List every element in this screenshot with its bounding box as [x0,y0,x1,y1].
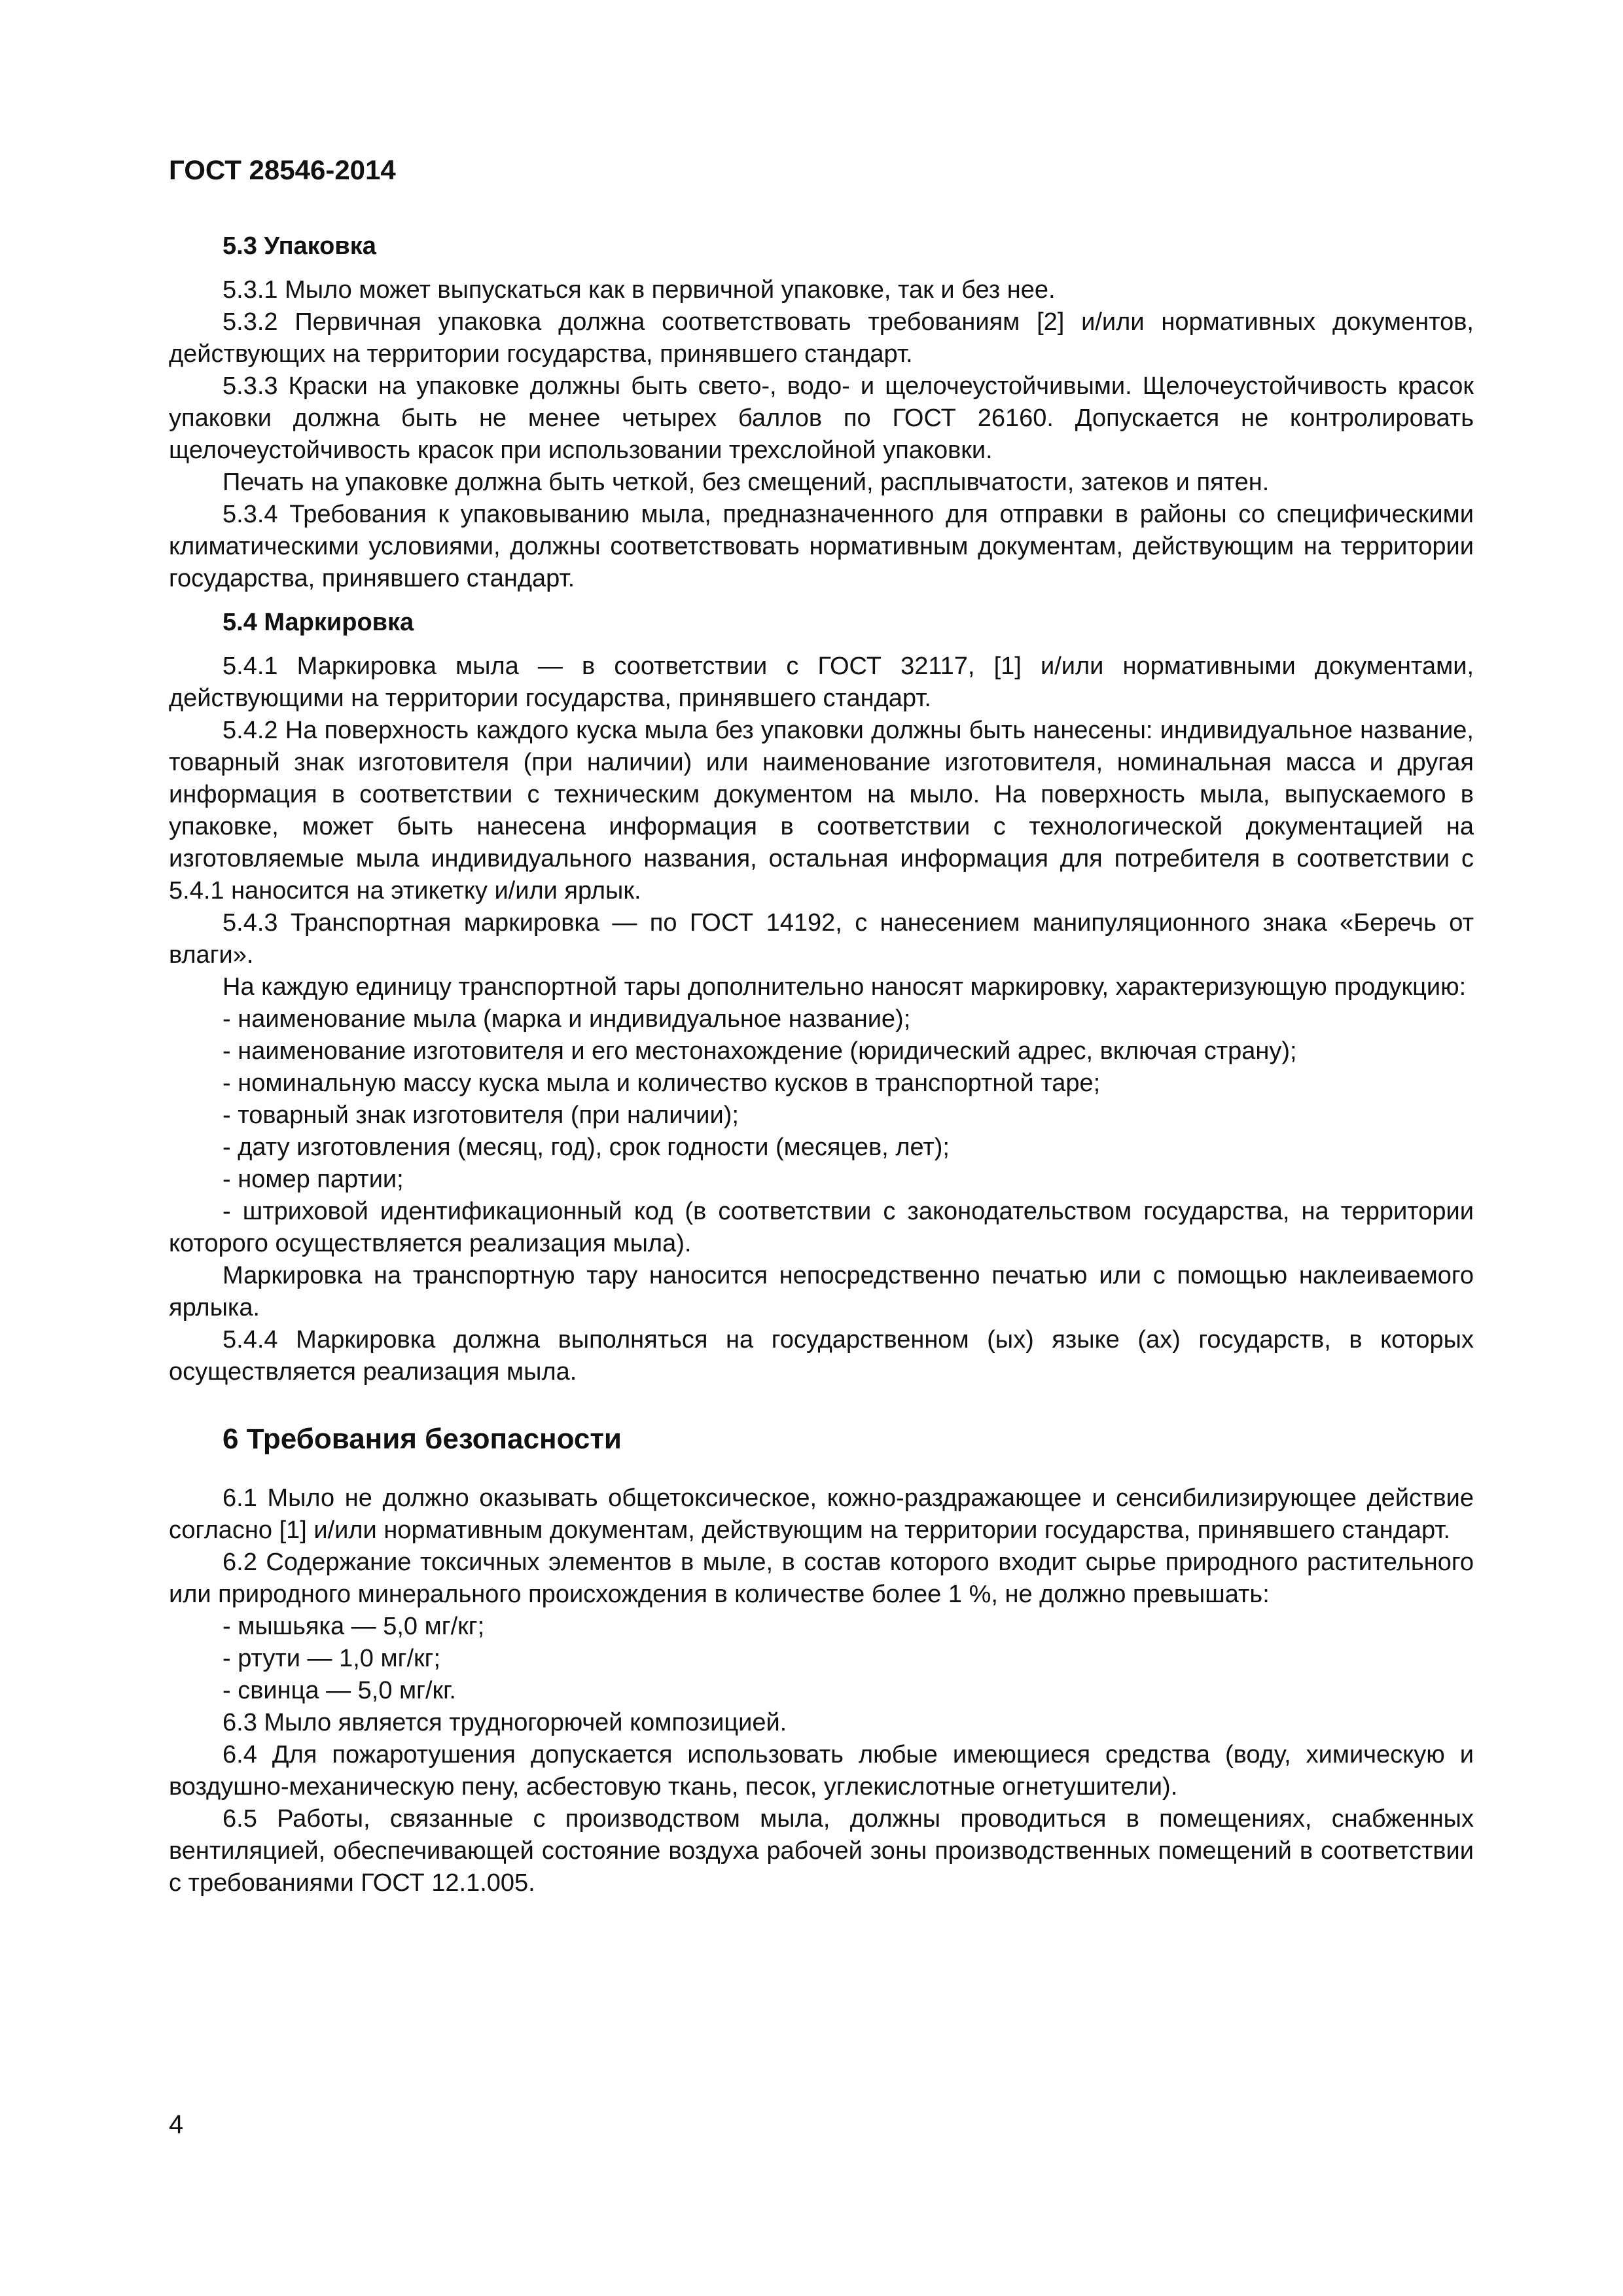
paragraph-6-2: 6.2 Содержание токсичных элементов в мыле, в состав которого входит сырье природного растительного или природного минерального происхождения в количестве более 1 %, не должно превышать: [169,1549,1474,1608]
paragraph-5-3-2: 5.3.2 Первичная упаковка должна соответствовать требованиям [2] и/или нормативных документов, действующих на территории государства, принявшего стандарт. [169,308,1474,368]
paragraph-5-3-4: 5.3.4 Требования к упаковыванию мыла, предназначенного для отправки в районы со специфическими климатическими условиями, должны соответствовать нормативным документам, действующим на территории государства, принявшего стандарт. [169,501,1474,592]
list-item: - наименование изготовителя и его местонахождение (юридический адрес, включая страну); [223,1037,1297,1065]
document-code: ГОСТ 28546-2014 [169,154,396,185]
section-5-3-title: 5.3 Упаковка [223,232,376,260]
list-item: - дату изготовления (месяц, год), срок годности (месяцев, лет); [223,1134,950,1161]
paragraph-print-quality: Печать на упаковке должна быть четкой, без смещений, расплывчатости, затеков и пятен. [223,469,1270,496]
list-item: - свинца — 5,0 мг/кг. [223,1677,456,1704]
paragraph-marking-method: Маркировка на транспортную тару наносится непосредственно печатью или с помощью наклеиваемого ярлыка. [169,1262,1474,1321]
list-item: - мышьяка — 5,0 мг/кг; [223,1613,485,1640]
list-item: - штриховой идентификационный код (в соответствии с законодательством государства, на территории которого осуществляется реализация мыла). [169,1198,1474,1257]
paragraph-5-4-2: 5.4.2 На поверхность каждого куска мыла без упаковки должны быть нанесены: индивидуальное название, товарный знак изготовителя (при наличии) или наименование изготовителя, номинальная масса и другая информация в соответствии с техническим документом на мыло. На поверхность мыла, выпускаемого в упаковке, может быть нанесена информация в соответствии с технологической документацией на изготовляемые мыла индивидуального названия, остальная информация для потребителя в соответствии с 5.4.1 наносится на этикетку и/или ярлык. [169,717,1474,905]
paragraph-5-3-1: 5.3.1 Мыло может выпускаться как в первичной упаковке, так и без нее. [223,276,1056,304]
list-item: - номер партии; [223,1166,404,1193]
paragraph-6-1: 6.1 Мыло не должно оказывать общетоксическое, кожно-раздражающее и сенсибилизирующее действие согласно [1] и/или нормативным документам, действующим на территории государства, принявшего стандарт. [169,1484,1474,1544]
paragraph-6-5: 6.5 Работы, связанные с производством мыла, должны проводиться в помещениях, снабженных вентиляцией, обеспечивающей состояние воздуха рабочей зоны производственных помещений в соответствии с требованиями ГОСТ 12.1.005. [169,1805,1474,1897]
document-body [169,230,1474,1899]
paragraph-5-4-4: 5.4.4 Маркировка должна выполняться на государственном (ых) языке (ах) государств, в которых осуществляется реализация мыла. [169,1326,1474,1386]
page-number: 4 [169,2110,184,2139]
paragraph-6-4: 6.4 Для пожаротушения допускается использовать любые имеющиеся средства (воду, химическую и воздушно-механическую пену, асбестовую ткань, песок, углекислотные огнетушители). [169,1741,1474,1801]
list-item: - ртути — 1,0 мг/кг; [223,1645,441,1672]
list-item: - номинальную массу куска мыла и количество кусков в транспортной таре; [223,1069,1101,1097]
section-5-4-title: 5.4 Маркировка [223,609,414,636]
paragraph-transport-marking: На каждую единицу транспортной тары дополнительно наносят маркировку, характеризующую продукцию: [223,973,1467,1001]
list-item: - наименование мыла (марка и индивидуальное название); [223,1005,911,1033]
section-6-title: 6 Требования безопасности [223,1423,622,1455]
paragraph-5-4-1: 5.4.1 Маркировка мыла — в соответствии с ГОСТ 32117, [1] и/или нормативными документами, действующими на территории государства, принявшего стандарт. [169,653,1474,712]
list-item: - товарный знак изготовителя (при наличии); [223,1102,739,1129]
paragraph-5-3-3: 5.3.3 Краски на упаковке должны быть свето-, водо- и щелочеустойчивыми. Щелочеустойчивость красок упаковки должна быть не менее четырех баллов по ГОСТ 26160. Допускается не контролировать щелочеустойчивость красок при использовании трехслойной упаковки. [169,372,1474,464]
paragraph-5-4-3: 5.4.3 Транспортная маркировка — по ГОСТ 14192, с нанесением манипуляционного знака «Беречь от влаги». [169,909,1474,969]
paragraph-6-3: 6.3 Мыло является трудногорючей композицией. [223,1709,787,1736]
